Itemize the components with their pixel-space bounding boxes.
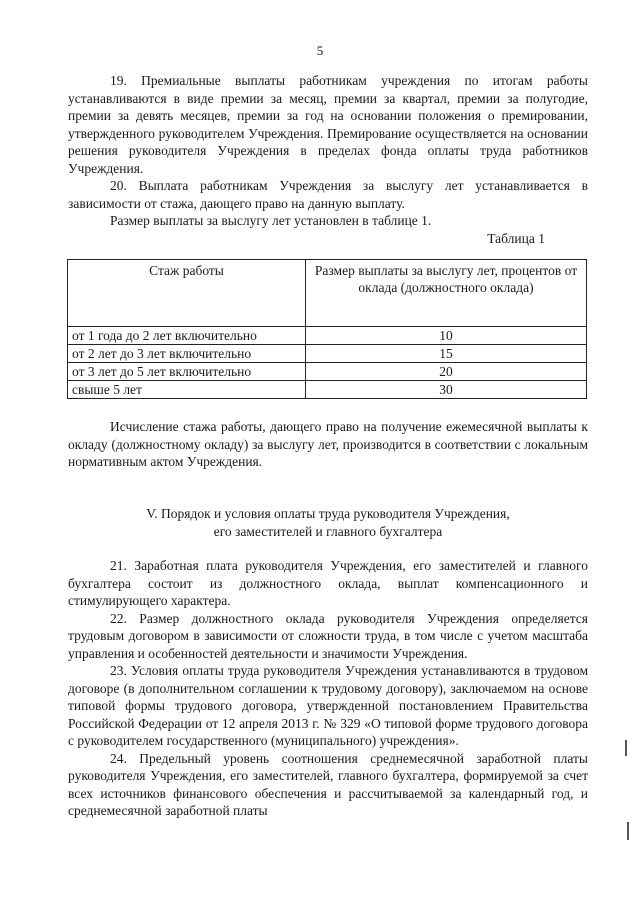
section-heading-line-1: V. Порядок и условия оплаты труда руководителя Учреждения, [146,506,510,521]
table-cell-seniority: от 3 лет до 5 лет включительно [68,363,306,381]
page-number: 5 [316,43,324,58]
table-cell-seniority: от 1 года до 2 лет включительно [68,327,306,345]
table-header-row [68,260,587,327]
scan-margin-mark [627,822,629,840]
paragraph-21: 21. Заработная плата руководителя Учреждения, его заместителей и главного бухгалтера состоит из должностного оклада, выплат компенсационного и стимулирующего характера. [68,558,588,608]
table-header-seniority: Стаж работы [68,260,306,327]
section-heading [68,505,588,541]
section-heading-line-2: его заместителей и главного бухгалтера [213,524,443,539]
paragraph-23: 23. Условия оплаты труда руководителя Учреждения устанавливаются в трудовом договоре (в дополнительном соглашении к трудовому договору), заключаемом на основе типовой формы трудового договора, утвержденной постановлением Правительства Российской Федерации от 12 апреля 2013 г. № 329 «О типовой форме трудового договора с руководителем государственного (муниципального) учреждения». [68,663,588,748]
scan-margin-mark [625,740,627,756]
table-cell-seniority: от 2 лет до 3 лет включительно [68,345,306,363]
table-cell-percent: 30 [306,381,587,399]
seniority-table [67,259,587,399]
table-caption: Таблица 1 [487,231,545,246]
paragraph-seniority-calc: Исчисление стажа работы, дающего право на получение ежемесячной выплаты к окладу (должностному окладу) за выслугу лет, производится в соответствии с локальным нормативным актом Учреждения. [68,419,588,469]
table-header-payment: Размер выплаты за выслугу лет, процентов от оклада (должностного оклада) [306,260,587,327]
paragraph-20: 20. Выплата работникам Учреждения за выслугу лет устанавливается в зависимости от стажа, дающего право на данную выплату. [68,178,588,211]
paragraph-24: 24. Предельный уровень соотношения среднемесячной заработной платы руководителя Учреждения, его заместителей, главного бухгалтера, формируемой за счет всех источников финансового обеспечения и рассчитываемой за календарный год, и среднемесячной заработной платы [68,750,588,818]
paragraph-table-ref: Размер выплаты за выслугу лет установлен в таблице 1. [110,213,432,228]
table-cell-percent: 20 [306,363,587,381]
table-cell-percent: 10 [306,327,587,345]
text-block-bottom [68,557,588,820]
paragraph-22: 22. Размер должностного оклада руководителя Учреждения определяется трудовым договором в зависимости от сложности труда, в том числе с учетом масштаба управления и особенностей деятельности и значимости Учреждения. [68,610,588,661]
table-row [68,363,587,381]
table-row [68,381,587,399]
table-row [68,327,587,345]
table-row [68,345,587,363]
table-cell-percent: 15 [306,345,587,363]
paragraph-19: 19. Премиальные выплаты работникам учреждения по итогам работы устанавливаются в виде премии за месяц, премии за квартал, премии за полугодие, премии за девять месяцев, премии за год на основании положения о премировании, утвержденного руководителем Учреждения. Премирование осуществляется на основании решения руководителя Учреждения в пределах фонда оплаты труда работников Учреждения. [68,73,588,176]
text-block-top [68,72,588,230]
text-block-after-table [68,418,588,471]
table-cell-seniority: свыше 5 лет [68,381,306,399]
